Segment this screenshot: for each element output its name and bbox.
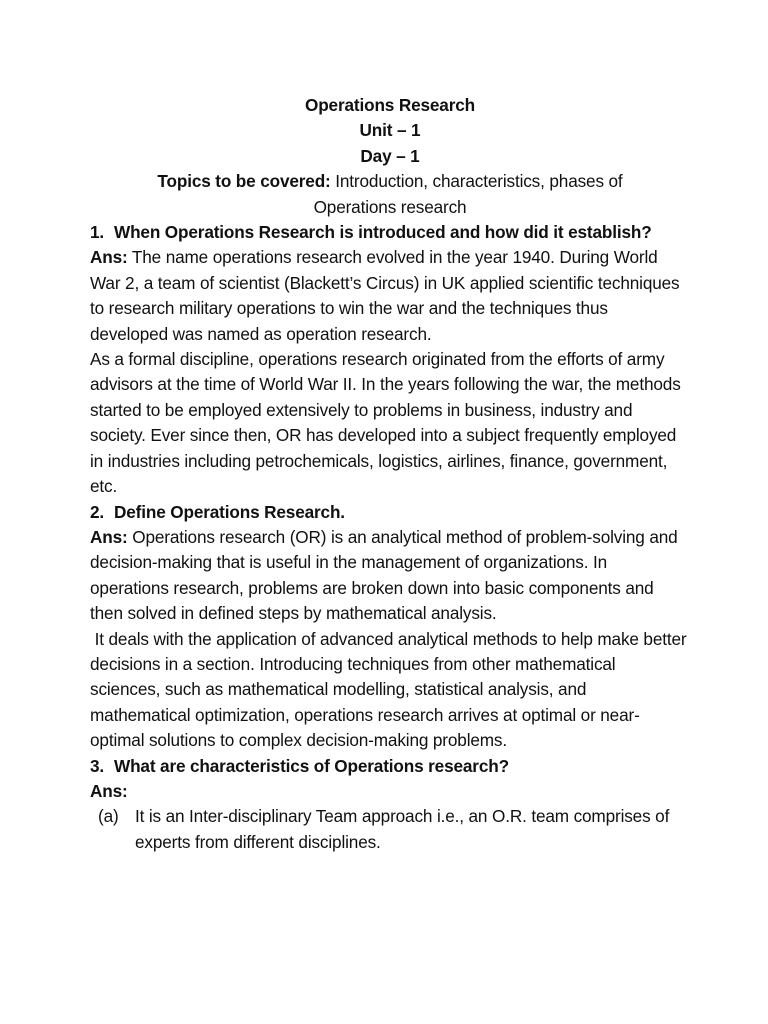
topics-line — [90, 169, 690, 194]
question-1-text: When Operations Research is introduced and how did it establish? — [114, 222, 652, 243]
day-label: Day – 1 — [360, 145, 420, 166]
topics-text-line2: Operations research — [313, 196, 467, 217]
answer-3-label: Ans: — [90, 780, 128, 801]
characteristic-item-a — [90, 804, 690, 855]
topics-label: Topics to be covered: — [157, 171, 331, 192]
question-2-number: 2. — [90, 501, 105, 522]
question-2-text: Define Operations Research. — [114, 501, 345, 522]
document-content — [90, 93, 690, 855]
answer-2-text: Operations research (OR) is an analytical method of problem-solving and decision-making that is useful in the management of organizations. In operations research, problems are broken down into basic components and then solved in defined steps by mathematical analysis. — [90, 526, 678, 624]
answer-1-paragraph-2: As a formal discipline, operations research originated from the efforts of army advisors at the time of World War II. In the years following the war, the methods started to be employed extensively to problems in business, industry and society. Ever since then, OR has developed into a subject frequently employed in industries including petrochemicals, logistics, airlines, finance, government, etc. — [90, 349, 681, 497]
characteristic-item-a-text: It is an Inter-disciplinary Team approach i.e., an O.R. team comprises of experts from different disciplines. — [135, 806, 670, 852]
answer-1 — [90, 245, 690, 347]
question-3-number: 3. — [90, 755, 105, 776]
answer-1-text: The name operations research evolved in the year 1940. During World War 2, a team of scientist (Blackett’s Circus) in UK applied scientific techniques to research military operations to win the war and the techniques thus developed was named as operation research. — [90, 247, 680, 344]
question-3-text: What are characteristics of Operations research? — [114, 755, 509, 776]
doc-title: Operations Research — [304, 95, 476, 115]
question-1-number: 1. — [90, 222, 105, 243]
unit-label: Unit – 1 — [359, 120, 421, 141]
answer-2-label: Ans: — [90, 526, 128, 547]
characteristic-item-a-label: (a) — [98, 806, 119, 827]
question-3 — [90, 754, 690, 779]
answer-2-paragraph-2: It deals with the application of advanced analytical methods to help make better decisions in a section. Introducing techniques from other mathematical sciences, such as mathematical modelling, statistical analysis, and mathematical optimization, operations research arrives at optimal or near-optimal solutions to complex decision-making problems. — [90, 628, 687, 751]
question-2 — [90, 500, 690, 525]
question-1 — [90, 220, 690, 245]
answer-2 — [90, 525, 690, 627]
answer-1-label: Ans: — [90, 247, 128, 268]
topics-text: Introduction, characteristics, phases of — [330, 171, 623, 192]
